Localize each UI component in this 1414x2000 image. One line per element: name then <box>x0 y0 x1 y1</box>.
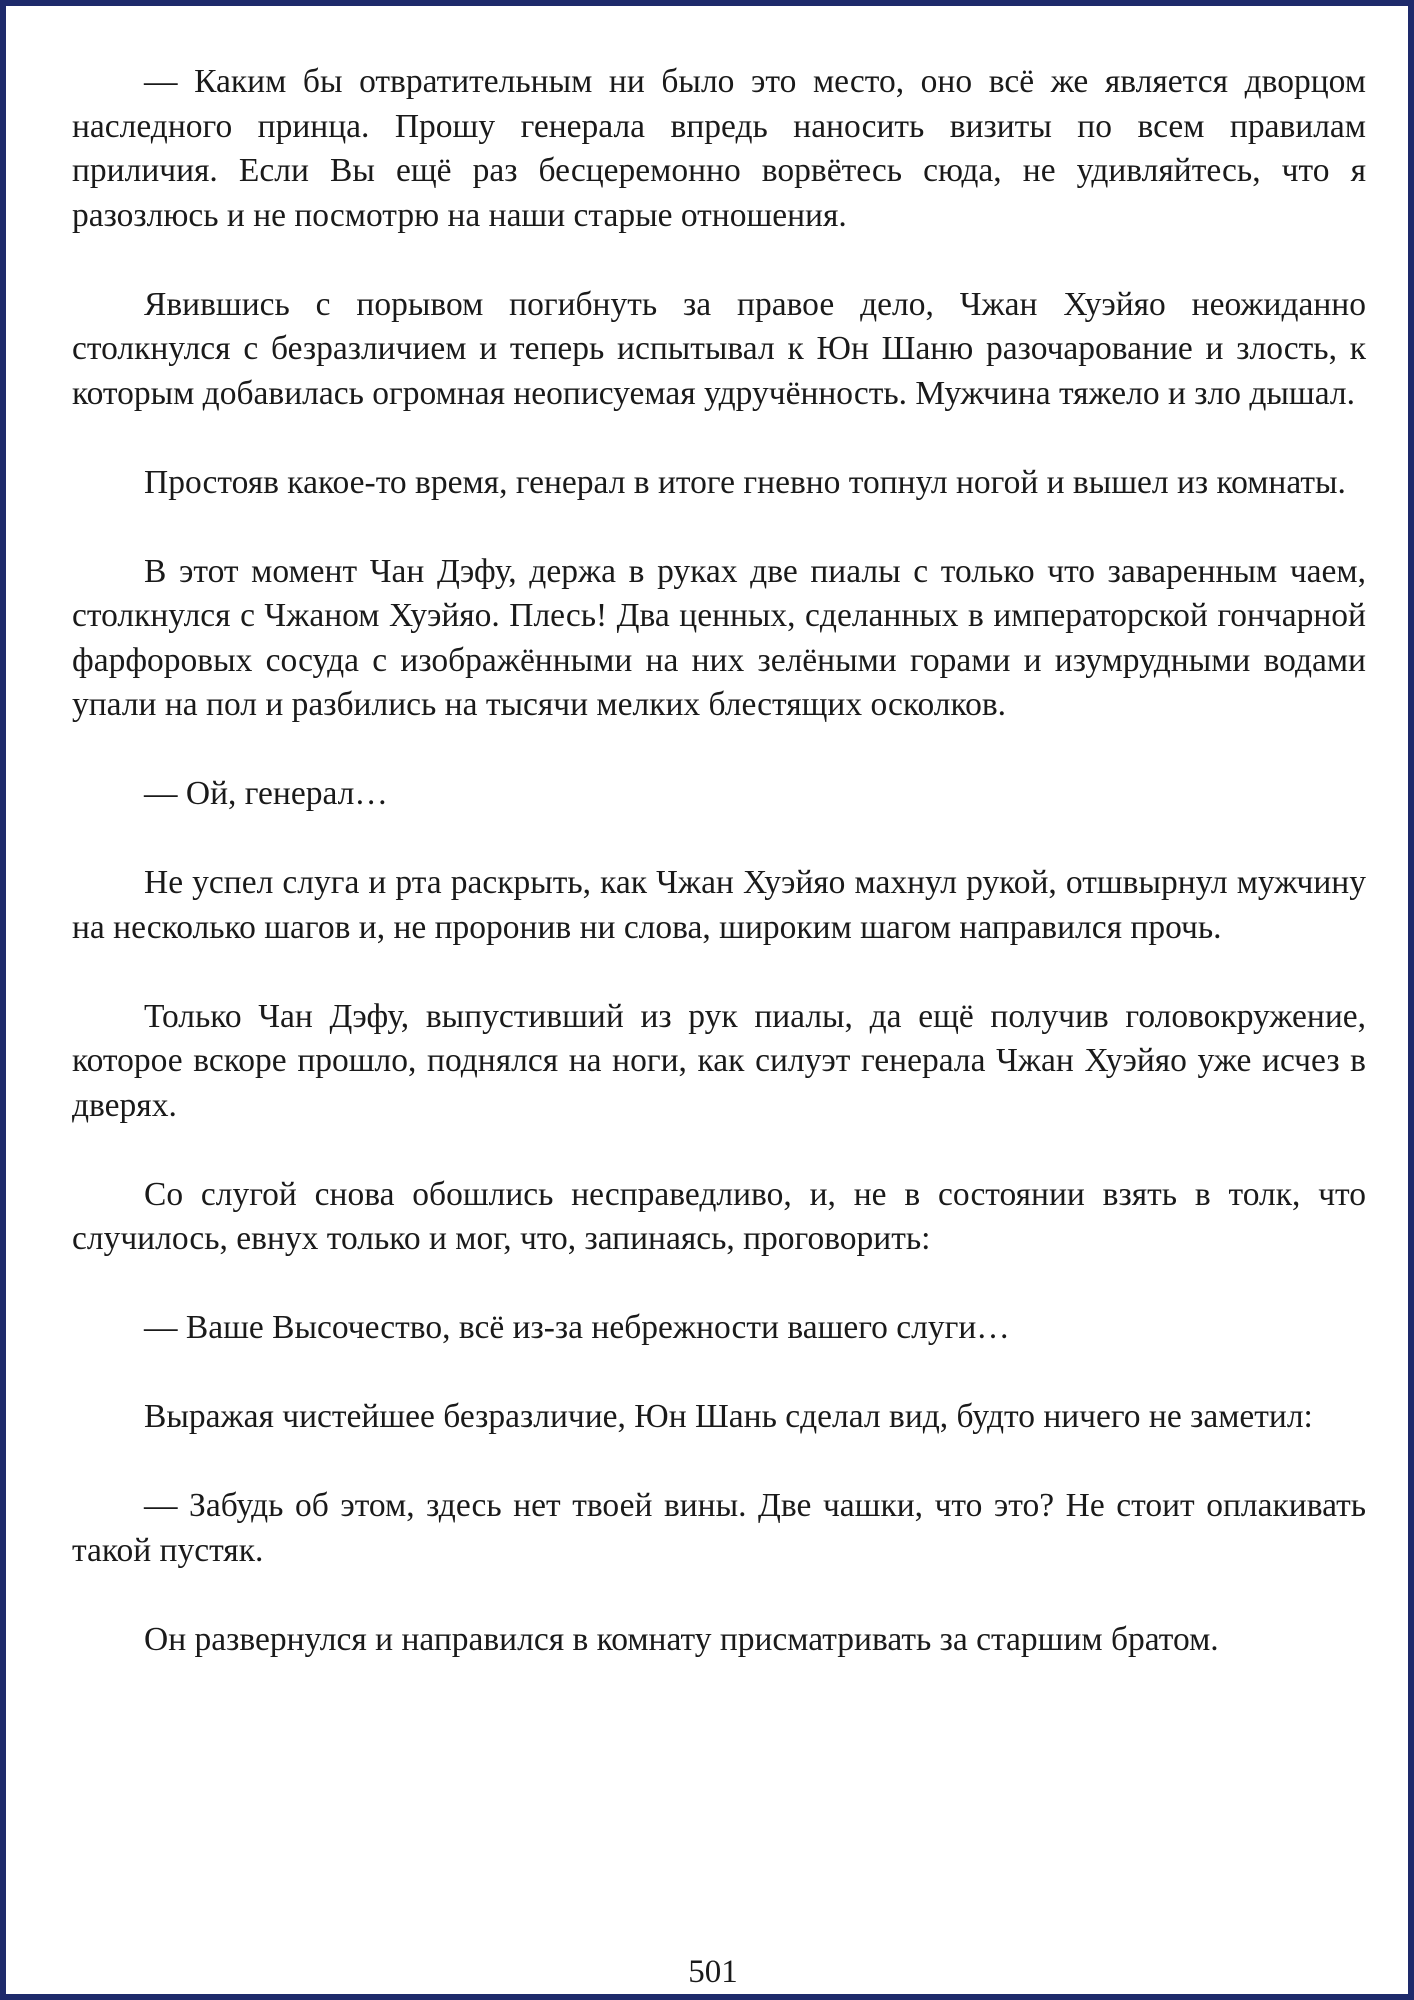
paragraph-1: — Каким бы отвратительным ни было это место, оно всё же является дворцом наследного принца. Прошу генерала впредь наносить визиты по всем правилам приличия. Если Вы ещё раз бесцеремонно ворвётесь сюда, не удивляйтесь, что я разозлюсь и не посмотрю на наши старые отношения. <box>72 63 1366 234</box>
paragraph-8: Со слугой снова обошлись несправедливо, и, не в состоянии взять в толк, что случилось, евнух только и мог, что, запинаясь, проговорить: <box>72 1175 1366 1257</box>
paragraph-11: — Забудь об этом, здесь нет твоей вины. Две чашки, что это? Не стоит оплакивать такой пустяк. <box>72 1487 1366 1569</box>
paragraph-5: — Ой, генерал… <box>144 775 388 812</box>
paragraph-2: Явившись с порывом погибнуть за правое дело, Чжан Хуэйяо неожиданно столкнулся с безразличием и теперь испытывал к Юн Шаню разочарование и злость, к которым добавилась огромная неописуемая удручённость. Мужчина тяжело и зло дышал. <box>72 285 1366 412</box>
paragraph-10: Выражая чистейшее безразличие, Юн Шань сделал вид, будто ничего не заметил: <box>144 1398 1313 1435</box>
paragraph-7: Только Чан Дэфу, выпустивший из рук пиалы, да ещё получив головокружение, которое вскоре прошло, поднялся на ноги, как силуэт генерала Чжан Хуэйяо уже исчез в дверях. <box>72 997 1366 1124</box>
paragraph-12: Он развернулся и направился в комнату присматривать за старшим братом. <box>144 1620 1219 1658</box>
paragraph-3: Простояв какое-то время, генерал в итоге гневно топнул ногой и вышел из комнаты. <box>144 463 1346 501</box>
paragraph-6: Не успел слуга и рта раскрыть, как Чжан Хуэйяо махнул рукой, отшвырнул мужчину на несколько шагов и, не проронив ни слова, широким шагом направился прочь. <box>72 864 1366 946</box>
paragraph-9: — Ваше Высочество, всё из-за небрежности вашего слуги… <box>144 1309 1010 1346</box>
page-body <box>72 60 1366 1662</box>
paragraph-4: В этот момент Чан Дэфу, держа в руках две пиалы с только что заваренным чаем, столкнулся с Чжаном Хуэйяо. Плесь! Два ценных, сделанных в императорской гончарной фарфоровых сосуда с изображёнными на них зелёными горами и изумрудными водами упали на пол и разбились на тысячи мелких блестящих осколков. <box>72 552 1366 723</box>
page-number: 501 <box>688 1954 738 1990</box>
